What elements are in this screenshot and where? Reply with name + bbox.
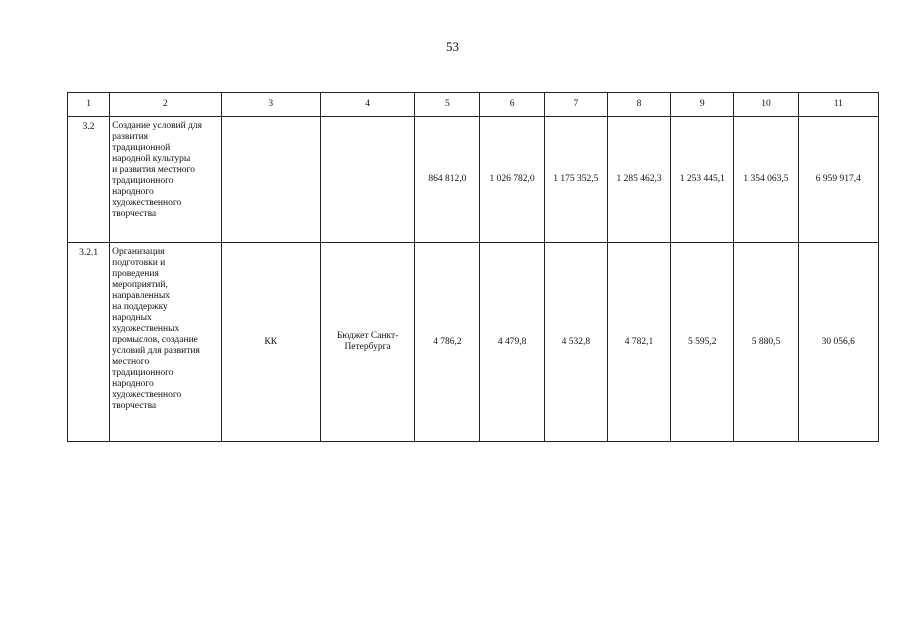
row-name: Организация подготовки и проведения мероприятий, направленных на поддержку народных художественных промыслов, создание условий для развития местного традиционного народного художественного творчества	[110, 243, 221, 442]
column-header: 9	[671, 93, 734, 117]
row-value: 1 026 782,0	[480, 117, 544, 243]
row-value: 4 786,2	[415, 243, 480, 442]
row-value: 1 175 352,5	[544, 117, 607, 243]
row-executor: КК	[221, 243, 320, 442]
column-header: 3	[221, 93, 320, 117]
column-header: 8	[607, 93, 670, 117]
table-row	[68, 243, 879, 442]
header-row	[68, 93, 879, 117]
column-header: 11	[798, 93, 878, 117]
row-source	[320, 117, 414, 243]
row-number: 3.2	[68, 117, 110, 243]
column-header: 1	[68, 93, 110, 117]
row-total: 30 056,6	[798, 243, 878, 442]
column-header: 5	[415, 93, 480, 117]
row-value: 864 812,0	[415, 117, 480, 243]
page-number: 53	[446, 39, 459, 54]
row-number: 3.2.1	[68, 243, 110, 442]
budget-table	[67, 92, 879, 442]
row-value: 5 880,5	[734, 243, 798, 442]
column-header: 10	[734, 93, 798, 117]
row-value: 4 532,8	[544, 243, 607, 442]
row-source: Бюджет Санкт-Петербурга	[320, 243, 414, 442]
row-value: 1 253 445,1	[671, 117, 734, 243]
row-total: 6 959 917,4	[798, 117, 878, 243]
row-name: Создание условий для развития традиционной народной культуры и развития местного традиционного народного художественного творчества	[110, 117, 221, 243]
row-value: 4 782,1	[607, 243, 670, 442]
row-value: 5 595,2	[671, 243, 734, 442]
column-header: 6	[480, 93, 544, 117]
row-value: 1 285 462,3	[607, 117, 670, 243]
row-value: 4 479,8	[480, 243, 544, 442]
column-header: 7	[544, 93, 607, 117]
table-row	[68, 117, 879, 243]
column-header: 4	[320, 93, 414, 117]
row-executor	[221, 117, 320, 243]
row-value: 1 354 063,5	[734, 117, 798, 243]
column-header: 2	[110, 93, 221, 117]
